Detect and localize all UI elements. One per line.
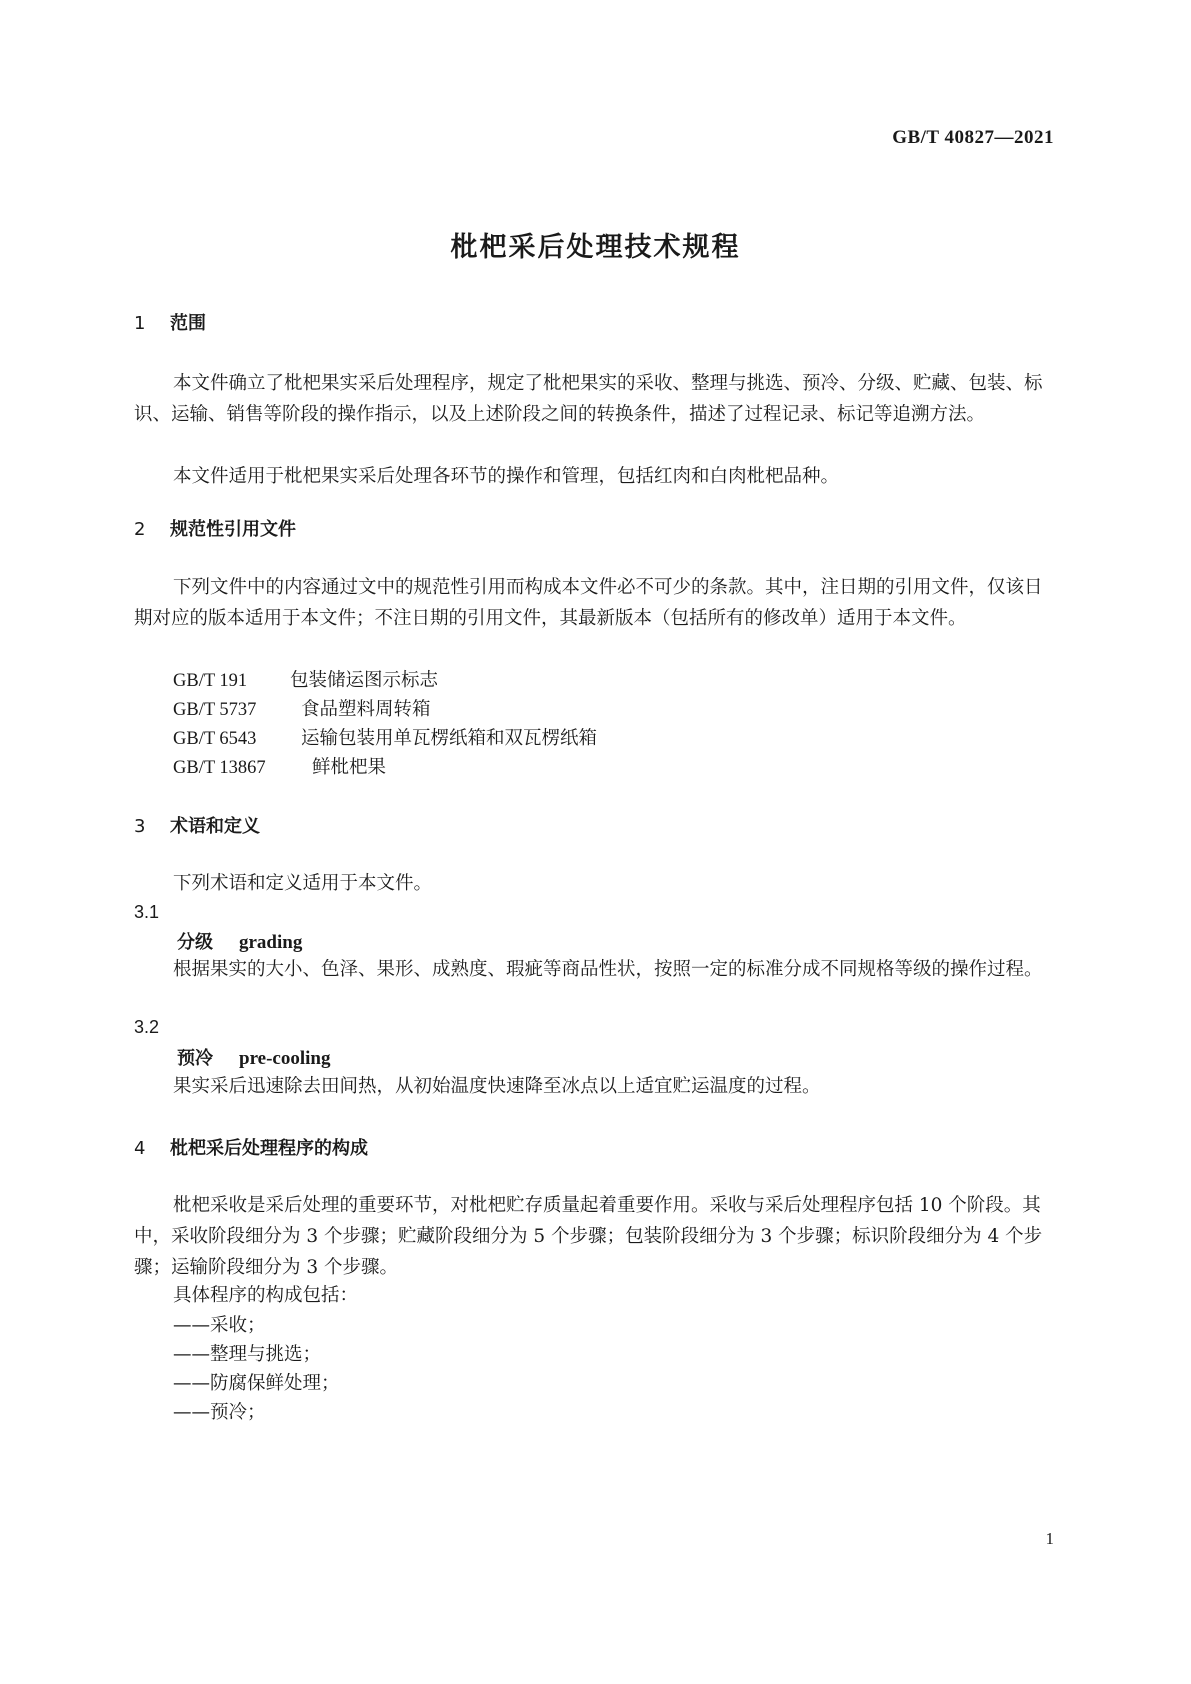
section-1-paragraph-2: 本文件适用于枇杷果实采后处理各环节的操作和管理，包括红肉和白肉枇杷品种。 (173, 466, 840, 487)
section-number: 4 (134, 1138, 146, 1159)
reference-code: GB/T 5737 (173, 700, 257, 720)
section-4-heading (134, 1134, 368, 1160)
term-number: 3.1 (134, 902, 160, 922)
section-number: 2 (134, 519, 146, 540)
reference-title: 食品塑料周转箱 (301, 699, 431, 720)
term-definition: 果实采后迅速除去田间热，从初始温度快速降至冰点以上适宜贮运温度的过程。 (173, 1076, 821, 1097)
term-definition: 根据果实的大小、色泽、果形、成熟度、瑕疵等商品性状，按照一定的标准分成不同规格等级的操作过程。 (173, 959, 1043, 980)
section-4-paragraph-2: 具体程序的构成包括： (173, 1285, 359, 1306)
list-item: ——防腐保鲜处理； (173, 1373, 340, 1394)
reference-title: 包装储运图示标志 (290, 670, 439, 691)
standard-number: GB/T 40827—2021 (892, 127, 1054, 148)
section-2-paragraph-1: 下列文件中的内容通过文中的规范性引用而构成本文件必不可少的条款。其中，注日期的引用文件，仅该日期对应的版本适用于本文件；不注日期的引用文件，其最新版本（包括所有的修改单）适用于本文件。 (134, 577, 1043, 629)
section-2-heading (134, 515, 296, 541)
term-english: grading (239, 932, 303, 953)
document-title: 枇杷采后处理技术规程 (450, 232, 741, 263)
section-number: 1 (134, 313, 146, 334)
section-3-heading (134, 812, 260, 838)
section-title: 范围 (170, 313, 206, 334)
term-entry (177, 1044, 330, 1070)
reference-item (173, 723, 597, 755)
section-4-paragraph-1: 枇杷采收是采后处理的重要环节，对枇杷贮存质量起着重要作用。采收与采后处理程序包括 10 个阶段。其中，采收阶段细分为 3 个步骤；贮藏阶段细分为 5 个步骤；包装阶段细分为 3 个步骤；标识阶段细分为 4 个步骤；运输阶段细分为 3 个步骤。 (134, 1195, 1043, 1278)
reference-code: GB/T 6543 (173, 729, 257, 749)
list-item: ——整理与挑选； (173, 1344, 322, 1365)
section-title: 规范性引用文件 (170, 519, 296, 540)
list-item: ——采收； (173, 1315, 266, 1336)
reference-code: GB/T 191 (173, 671, 248, 691)
list-item: ——预冷； (173, 1402, 266, 1423)
section-title: 术语和定义 (170, 816, 260, 837)
section-1-paragraph-1: 本文件确立了枇杷果实采后处理程序，规定了枇杷果实的采收、整理与挑选、预冷、分级、贮藏、包装、标识、运输、销售等阶段的操作指示，以及上述阶段之间的转换条件，描述了过程记录、标记等追溯方法。 (134, 373, 1043, 425)
reference-item (173, 694, 431, 726)
term-entry (177, 928, 302, 954)
term-chinese: 预冷 (177, 1048, 213, 1069)
section-1-heading (134, 309, 206, 335)
term-english: pre-cooling (239, 1048, 331, 1069)
page-number: 1 (1045, 1529, 1054, 1548)
reference-title: 运输包装用单瓦楞纸箱和双瓦楞纸箱 (301, 728, 598, 749)
reference-code: GB/T 13867 (173, 758, 266, 778)
reference-item (173, 665, 438, 697)
section-3-paragraph-1: 下列术语和定义适用于本文件。 (173, 873, 433, 894)
term-number: 3.2 (134, 1017, 160, 1037)
section-number: 3 (134, 816, 146, 837)
term-chinese: 分级 (177, 932, 213, 953)
reference-item (173, 752, 386, 784)
section-title: 枇杷采后处理程序的构成 (170, 1138, 368, 1159)
reference-title: 鲜枇杷果 (312, 757, 387, 778)
